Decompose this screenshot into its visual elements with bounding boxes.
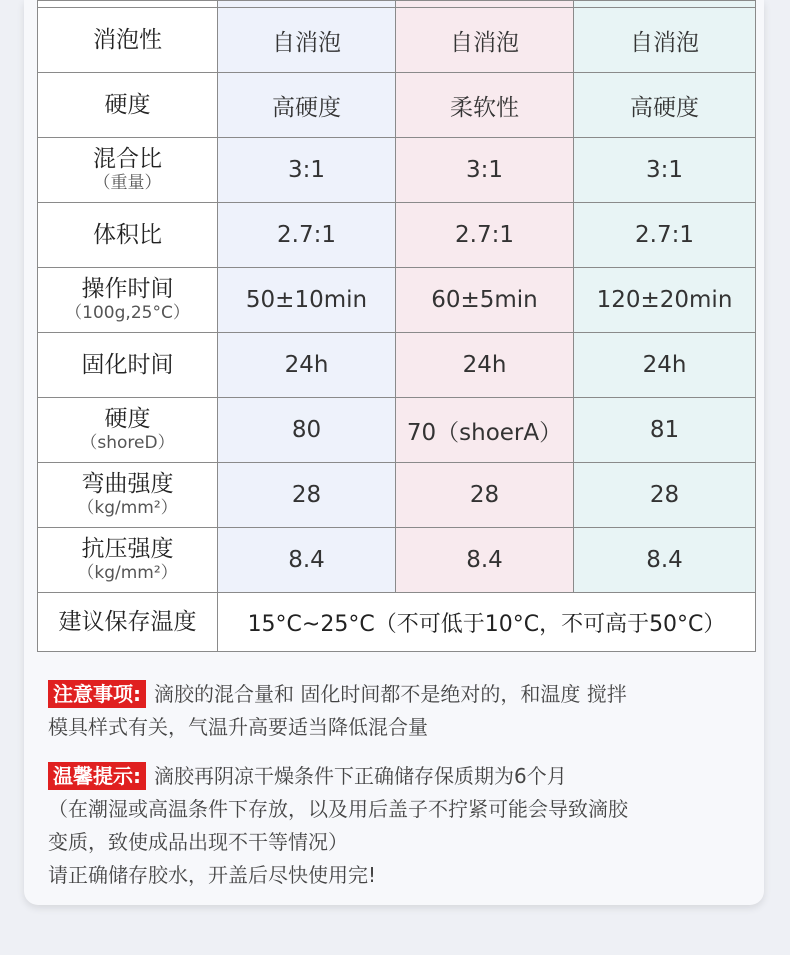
row-label: 固化时间: [38, 333, 218, 398]
value-cell: 自消泡: [396, 8, 574, 73]
value-cell: 8.4: [396, 528, 574, 593]
tip-line-3: 变质，致使成品出现不干等情况）: [48, 830, 348, 854]
table-row: [38, 73, 756, 138]
tip-line-4: 请正确储存胶水，开盖后尽快使用完!: [48, 863, 377, 887]
table-row: [38, 333, 756, 398]
value-cell: 60±5min: [396, 268, 574, 333]
table-row: [38, 528, 756, 593]
value-cell: 24h: [218, 333, 396, 398]
row-label: 硬度 （shoreD）: [38, 398, 218, 463]
table-row: [38, 398, 756, 463]
row-sublabel: （100g,25°C）: [65, 303, 190, 324]
value-cell: 高硬度: [574, 73, 756, 138]
value-cell: 24h: [396, 333, 574, 398]
value-cell: 81: [574, 398, 756, 463]
table-row: [38, 268, 756, 333]
value-cell: 2.7:1: [396, 203, 574, 268]
table-row: [38, 138, 756, 203]
value-cell: 高硬度: [218, 73, 396, 138]
value-cell: 8.4: [218, 528, 396, 593]
row-sublabel: （重量）: [93, 173, 162, 194]
table-row: [38, 203, 756, 268]
attention-line-1: 滴胶的混合量和 固化时间都不是绝对的，和温度 搅拌: [154, 682, 627, 706]
row-label: 硬度: [38, 73, 218, 138]
attention-tag: 注意事项:: [48, 680, 146, 708]
value-cell: 2.7:1: [574, 203, 756, 268]
table-row: [38, 8, 756, 73]
table-top-row: [38, 1, 756, 8]
tip-note: [48, 760, 748, 892]
row-label: 抗压强度 （kg/mm²）: [38, 528, 218, 593]
tip-line-1: 滴胶再阴凉干燥条件下正确储存保质期为6个月: [154, 764, 567, 788]
value-cell: 自消泡: [218, 8, 396, 73]
value-cell: 28: [218, 463, 396, 528]
spec-table: [37, 0, 756, 652]
notes-section: [48, 678, 748, 892]
attention-line-2: 模具样式有关，气温升高要适当降低混合量: [48, 715, 428, 739]
value-cell: 50±10min: [218, 268, 396, 333]
row-label: 操作时间 （100g,25°C）: [38, 268, 218, 333]
row-sublabel: （kg/mm²）: [77, 563, 178, 584]
row-label: 弯曲强度 （kg/mm²）: [38, 463, 218, 528]
value-cell: 3:1: [396, 138, 574, 203]
tip-tag: 温馨提示:: [48, 762, 146, 790]
value-cell: 28: [574, 463, 756, 528]
row-sublabel: （shoreD）: [80, 433, 175, 454]
table-row: [38, 463, 756, 528]
value-cell: 24h: [574, 333, 756, 398]
storage-row: [38, 593, 756, 652]
row-label: 混合比 （重量）: [38, 138, 218, 203]
row-sublabel: （kg/mm²）: [77, 498, 178, 519]
value-cell: 8.4: [574, 528, 756, 593]
value-cell: 80: [218, 398, 396, 463]
value-cell: 28: [396, 463, 574, 528]
value-cell: 70（shoerA）: [396, 398, 574, 463]
tip-line-2: （在潮湿或高温条件下存放，以及用后盖子不拧紧可能会导致滴胶: [48, 797, 628, 821]
value-cell: 120±20min: [574, 268, 756, 333]
value-cell: 2.7:1: [218, 203, 396, 268]
value-cell: 自消泡: [574, 8, 756, 73]
value-cell: 柔软性: [396, 73, 574, 138]
attention-note: [48, 678, 748, 744]
value-cell: 3:1: [574, 138, 756, 203]
row-label: 体积比: [38, 203, 218, 268]
row-label: 消泡性: [38, 8, 218, 73]
storage-value: 15°C~25°C（不可低于10°C，不可高于50°C）: [218, 593, 756, 652]
storage-label: 建议保存温度: [38, 593, 218, 652]
value-cell: 3:1: [218, 138, 396, 203]
